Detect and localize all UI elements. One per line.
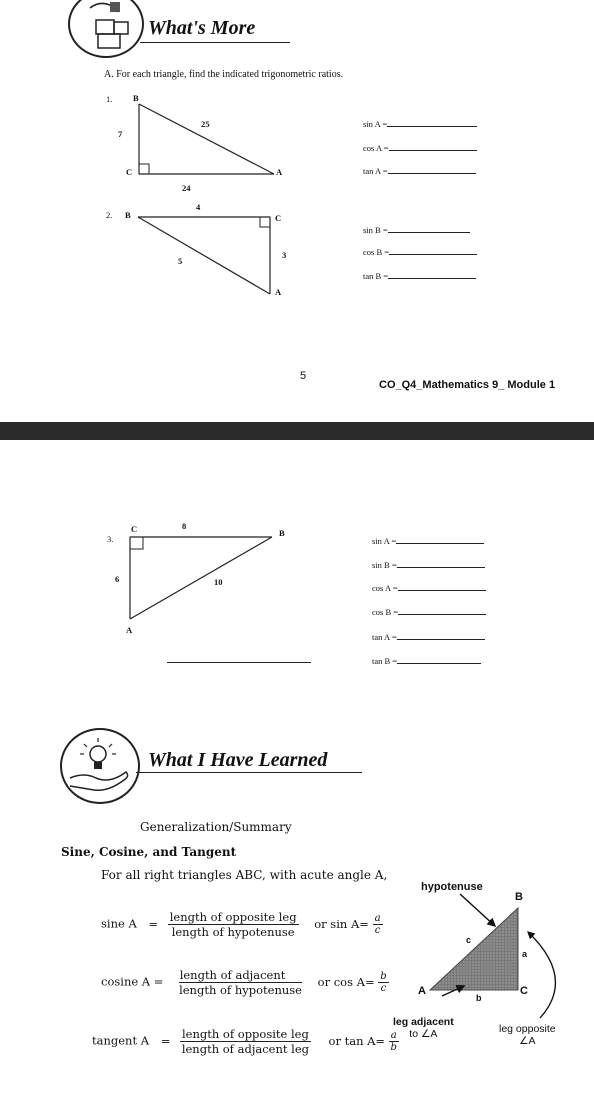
answer-blank[interactable] [389, 142, 477, 151]
summary-heading: Sine, Cosine, and Tangent [61, 845, 237, 859]
ratio-row [372, 606, 486, 617]
formula-label: cosine A = [101, 974, 164, 989]
ratio-row [372, 559, 485, 570]
answer-blank[interactable] [388, 165, 476, 174]
fraction-denominator: length of adjacent leg [181, 1042, 310, 1056]
formula-sine [101, 910, 383, 939]
vertex-b: B [133, 93, 139, 103]
formula-fraction [168, 910, 299, 939]
answer-blank[interactable] [388, 270, 476, 279]
diagram-side-c: c [466, 935, 472, 945]
whats-more-title: What's More [148, 17, 256, 39]
module-code: CO_Q4_Mathematics 9_ Module 1 [379, 379, 556, 391]
answer-blank[interactable] [397, 631, 485, 640]
ratio-row [363, 270, 476, 281]
side-ca: 6 [115, 574, 120, 584]
ratio-label: sin A = [372, 536, 397, 546]
answer-blank[interactable] [397, 655, 481, 664]
ratio-label: sin B = [363, 225, 388, 235]
fraction-denominator: length of hypotenuse [171, 925, 295, 939]
side-ab: 5 [178, 256, 183, 266]
label-line: leg adjacent [393, 1016, 454, 1028]
label-line: leg opposite [499, 1023, 556, 1035]
formula-cosine [101, 968, 389, 997]
fraction-denominator: b [390, 1042, 397, 1053]
lightbulb-hand-icon [62, 730, 138, 802]
diagram-vertex-b: B [515, 891, 523, 903]
page-number: 5 [300, 370, 307, 382]
ratio-label: tan B = [372, 656, 398, 666]
side-ab: 10 [214, 577, 223, 587]
summary-intro: For all right triangles ABC, with acute angle A, [101, 868, 388, 882]
building-blocks-icon [70, 0, 142, 56]
ratio-label: sin B = [372, 560, 397, 570]
answer-blank[interactable] [387, 118, 477, 127]
vertex-c: C [131, 524, 138, 534]
side-ab: 25 [201, 119, 210, 129]
ratio-row [363, 165, 476, 176]
ratio-row [363, 224, 470, 235]
label-line: to ∠A [409, 1028, 438, 1040]
formula-equals: = [160, 1033, 171, 1048]
vertex-b: B [279, 528, 285, 538]
vertex-a: A [126, 625, 133, 635]
vertex-c: C [275, 213, 282, 223]
fraction-numerator: length of adjacent [179, 968, 302, 983]
triangle-1-diagram [100, 88, 300, 198]
ratio-label: cos B = [372, 607, 399, 617]
vertex-b: B [125, 210, 131, 220]
learned-icon-circle [60, 728, 140, 804]
answer-blank[interactable] [389, 246, 477, 255]
learned-title-underline [136, 772, 362, 773]
formula-tangent [92, 1027, 399, 1056]
fraction-denominator: length of hypotenuse [179, 983, 302, 997]
triangle-3-diagram [120, 525, 290, 625]
ratio-label: cos B = [363, 247, 390, 257]
ratio-row [363, 118, 477, 129]
answer-blank[interactable] [396, 535, 484, 544]
ratio-label: cos A = [372, 583, 398, 593]
whats-more-title-underline [140, 42, 290, 43]
diagram-leg-adjacent-label [393, 1016, 454, 1040]
ratio-label: cos A = [363, 143, 389, 153]
formula-letter-fraction [373, 913, 383, 936]
formula-label: tangent A [92, 1033, 150, 1048]
fraction-numerator: length of opposite leg [169, 910, 297, 924]
whats-more-icon-circle [68, 0, 144, 58]
ratio-label: tan A = [372, 632, 397, 642]
label-line: ∠A [519, 1035, 536, 1047]
side-ca: 24 [182, 183, 191, 193]
side-cb: 8 [182, 521, 187, 531]
page-divider-band [0, 422, 594, 440]
vertex-a: A [275, 287, 282, 297]
stray-underline [167, 662, 311, 663]
instruction-text: A. For each triangle, find the indicated trigonometric ratios. [104, 69, 344, 80]
diagram-vertex-c: C [520, 985, 528, 997]
ratio-row [372, 631, 485, 642]
formula-letter-fraction [378, 971, 388, 994]
side-bc: 7 [118, 129, 123, 139]
vertex-a: A [276, 167, 283, 177]
formula-or-text: or tan A= [328, 1033, 386, 1048]
answer-blank[interactable] [398, 582, 486, 591]
ratio-row [363, 142, 477, 153]
diagram-hypotenuse-label: hypotenuse [421, 881, 483, 893]
fraction-denominator: c [374, 925, 381, 936]
ratio-label: sin A = [363, 119, 388, 129]
answer-blank[interactable] [388, 224, 470, 233]
summary-subtitle: Generalization/Summary [140, 820, 292, 834]
fraction-numerator: a [390, 1030, 397, 1041]
formula-fraction [179, 968, 302, 997]
learned-title: What I Have Learned [148, 749, 328, 771]
problem-number: 2. [106, 210, 113, 220]
problem-number: 1. [106, 94, 113, 104]
formula-or-text: or cos A= [317, 974, 375, 989]
formula-label: sine A [101, 916, 137, 931]
ratio-label: tan A = [363, 166, 388, 176]
ratio-row [372, 535, 484, 546]
diagram-leg-opposite-label [499, 1023, 556, 1047]
answer-blank[interactable] [398, 606, 486, 615]
diagram-side-a: a [522, 949, 528, 959]
side-bc: 4 [196, 202, 201, 212]
fraction-numerator: length of opposite leg [182, 1027, 309, 1041]
fraction-denominator: c [380, 983, 387, 994]
diagram-vertex-a: A [418, 985, 426, 997]
ratio-row [372, 655, 481, 666]
formula-equals: = [148, 916, 159, 931]
ratio-row [372, 582, 486, 593]
answer-blank[interactable] [397, 559, 485, 568]
problem-number: 3. [107, 534, 114, 544]
vertex-c: C [126, 167, 133, 177]
ratio-row [363, 246, 477, 257]
side-ca: 3 [282, 250, 287, 260]
formula-or-text: or sin A= [314, 916, 369, 931]
formula-fraction [180, 1027, 311, 1056]
fraction-numerator: a [374, 913, 381, 924]
ratio-label: tan B = [363, 271, 389, 281]
diagram-side-b: b [476, 993, 482, 1003]
fraction-numerator: b [380, 971, 387, 982]
